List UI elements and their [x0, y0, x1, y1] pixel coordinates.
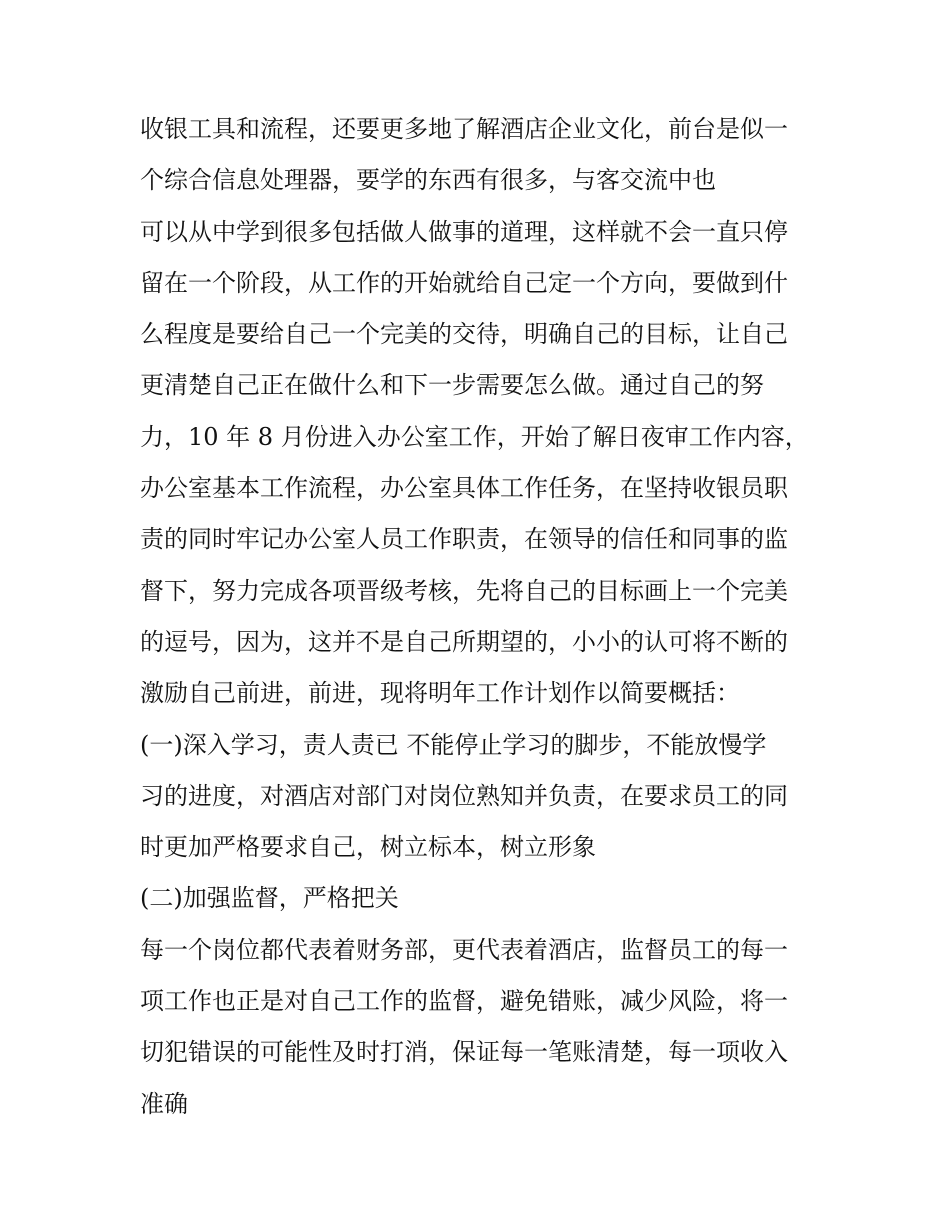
text-line: 切犯错误的可能性及时打消，保证每一笔账清楚，每一项收入 — [140, 1038, 788, 1067]
text-line: 的逗号，因为，这并不是自己所期望的，小小的认可将不断的 — [140, 627, 788, 656]
text-line: 习的进度，对酒店对部门对岗位熟知并负责，在要求员工的同 — [140, 781, 788, 810]
text-line: 准确 — [140, 1089, 188, 1118]
text-line: 留在一个阶段，从工作的开始就给自己定一个方向，要做到什 — [140, 268, 788, 297]
text-line: 么程度是要给自己一个完美的交待，明确自己的目标，让自己 — [140, 320, 788, 349]
text-line: 督下，努力完成各项晋级考核，先将自己的目标画上一个完美 — [140, 576, 788, 605]
text-line: 每一个岗位都代表着财务部，更代表着酒店，监督员工的每一 — [140, 935, 788, 964]
section-heading-1: (一)深入学习，责人责已 不能停止学习的脚步，不能放慢学 — [140, 730, 767, 759]
text-line: 个综合信息处理器，要学的东西有很多，与客交流中也 — [140, 166, 716, 195]
document-body — [140, 104, 830, 1130]
text-line: 收银工具和流程，还要更多地了解酒店企业文化，前台是似一 — [140, 115, 788, 143]
text-line: 激励自己前进，前进，现将明年工作计划作以简要概括： — [140, 679, 740, 708]
text-line: 时更加严格要求自己，树立标本，树立形象 — [140, 833, 596, 862]
text-line: 可以从中学到很多包括做人做事的道理，这样就不会一直只停 — [140, 217, 788, 246]
text-line: 更清楚自己正在做什么和下一步需要怎么做。通过自己的努 — [140, 371, 764, 400]
text-line: 办公室基本工作流程，办公室具体工作任务，在坚持收银员职 — [140, 474, 788, 503]
text-line: 项工作也正是对自己工作的监督，避免错账，减少风险，将一 — [140, 987, 788, 1016]
text-line: 力，10 年 8 月份进入办公室工作，开始了解日夜审工作内容， — [140, 422, 809, 451]
section-heading-2: (二)加强监督，严格把关 — [140, 884, 399, 913]
text-line: 责的同时牢记办公室人员工作职责，在领导的信任和同事的监 — [140, 525, 788, 554]
